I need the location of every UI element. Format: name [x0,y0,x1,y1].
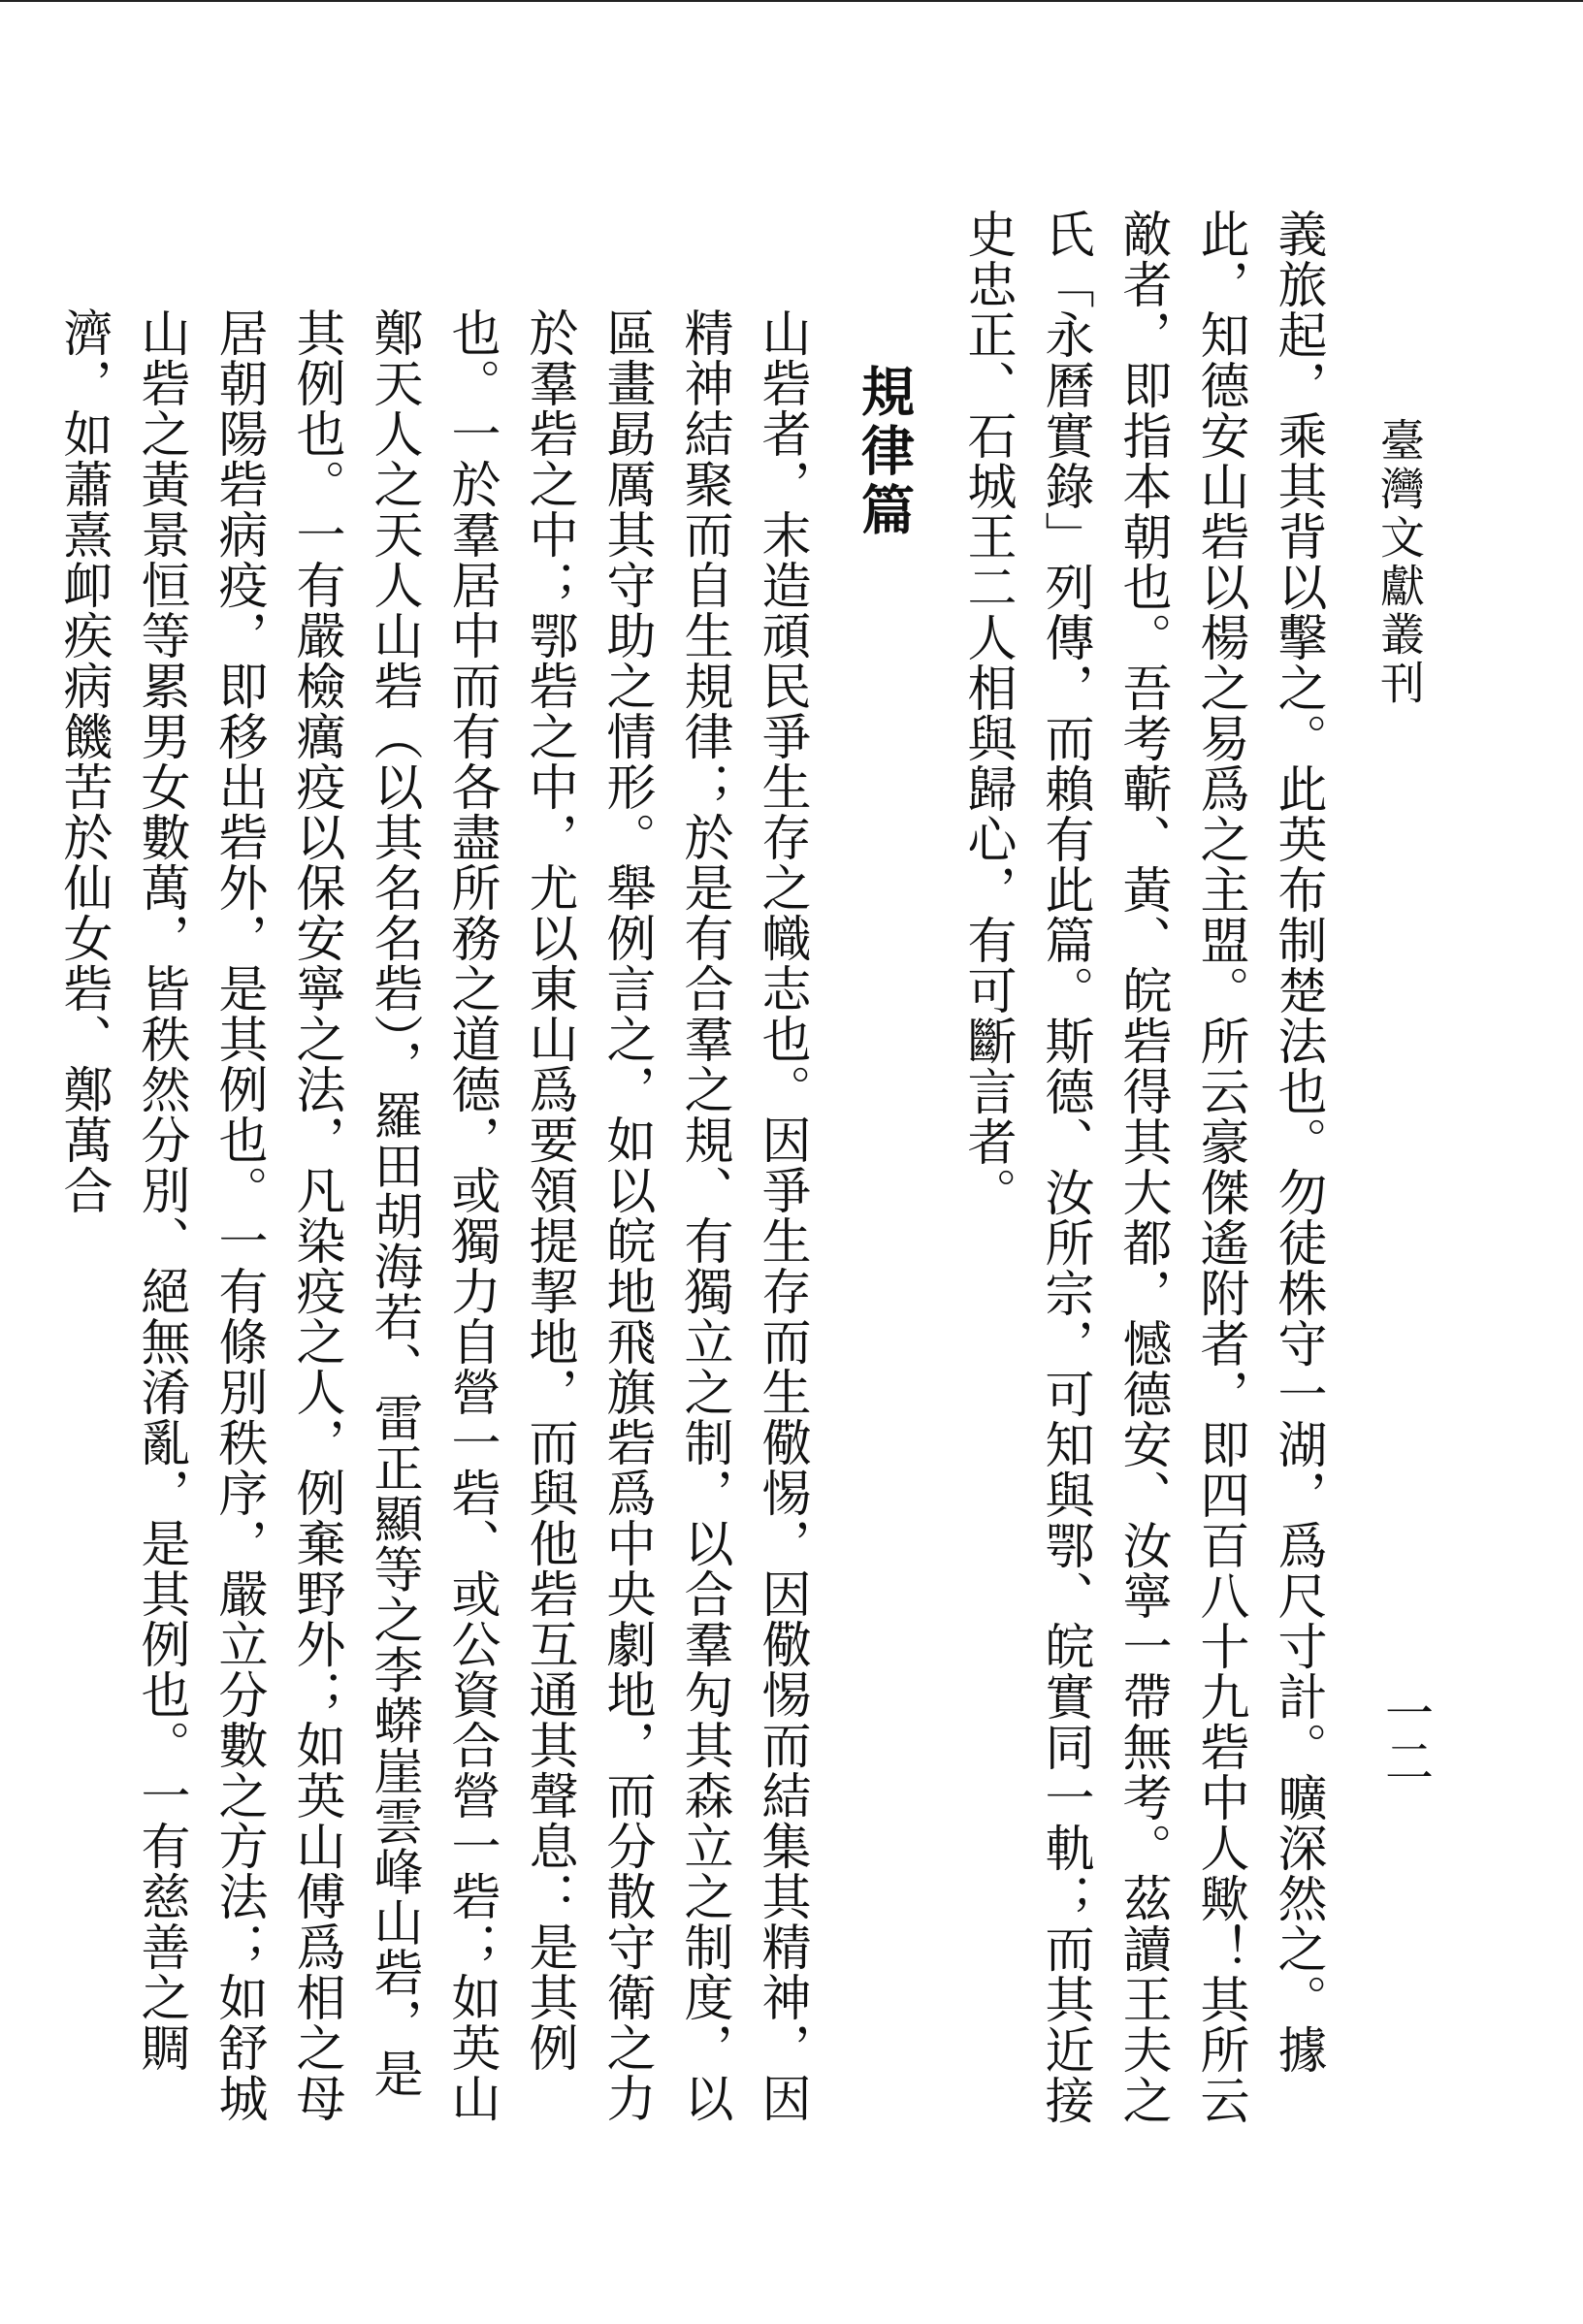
paragraph-regulations: 山砦者，末造頑民爭生存之幟志也。因爭生存而生儆惕，因儆惕而結集其精神，因精神結聚而自生規律；於是有合羣之規、有獨立之制，以合羣勼其森立之制度，以區畫勗厲其守助之情形。舉例言之，如以皖地飛旗砦爲中央劇地，而分散守衛之力於羣砦之中；鄂砦之中，尤以東山爲要領提挈地，而與他砦互通其聲息：是其例也。一於羣居中而有各盡所務之道德，或獨力自營一砦、或公資合營一砦；如英山鄭天人之天人山砦（以其名名砦），羅田胡海若、雷正顯等之李蟒崖雲峰山砦，是其例也。一有嚴檢癘疫以保安寧之法，凡染疫之人，例棄野外；如英山傅爲相之母居朝陽砦病疫，即移出砦外，是其例也。一有條別秩序，嚴立分數之方法；如舒城山砦之黃景恒等累男女數萬，皆秩然分別、絕無淆亂，是其例也。一有慈善之賙濟，如蕭熹卹疾病饑苦於仙女砦、鄭萬合 [54,307,810,2123]
vertical-text-block [44,209,1336,2148]
page-number: 一二 [1377,1688,1434,1785]
running-header-title: 臺灣文獻叢刊 [1373,417,1426,708]
top-border-line [0,0,1583,2]
section-heading: 規律篇 [853,364,916,541]
paragraph-continued: 義旅起，乘其背以擊之。此英布制楚法也。勿徒株守一湖，爲尺寸計。曠深然之。據此，知德安山砦以楊之易爲之主盟。所云豪傑遙附者，即四百八十九砦中人歟！其所云敵者，即指本朝也。吾考蘄、黃、皖砦得其大都，憾德安、汝寧一帶無考。茲讀王夫之氏「永曆實錄」列傳，而賴有此篇。斯德、汝所宗，可知與鄂、皖實同一軌；而其近接史忠正、石城王二人相與歸心，有可斷言者。 [958,209,1326,2125]
